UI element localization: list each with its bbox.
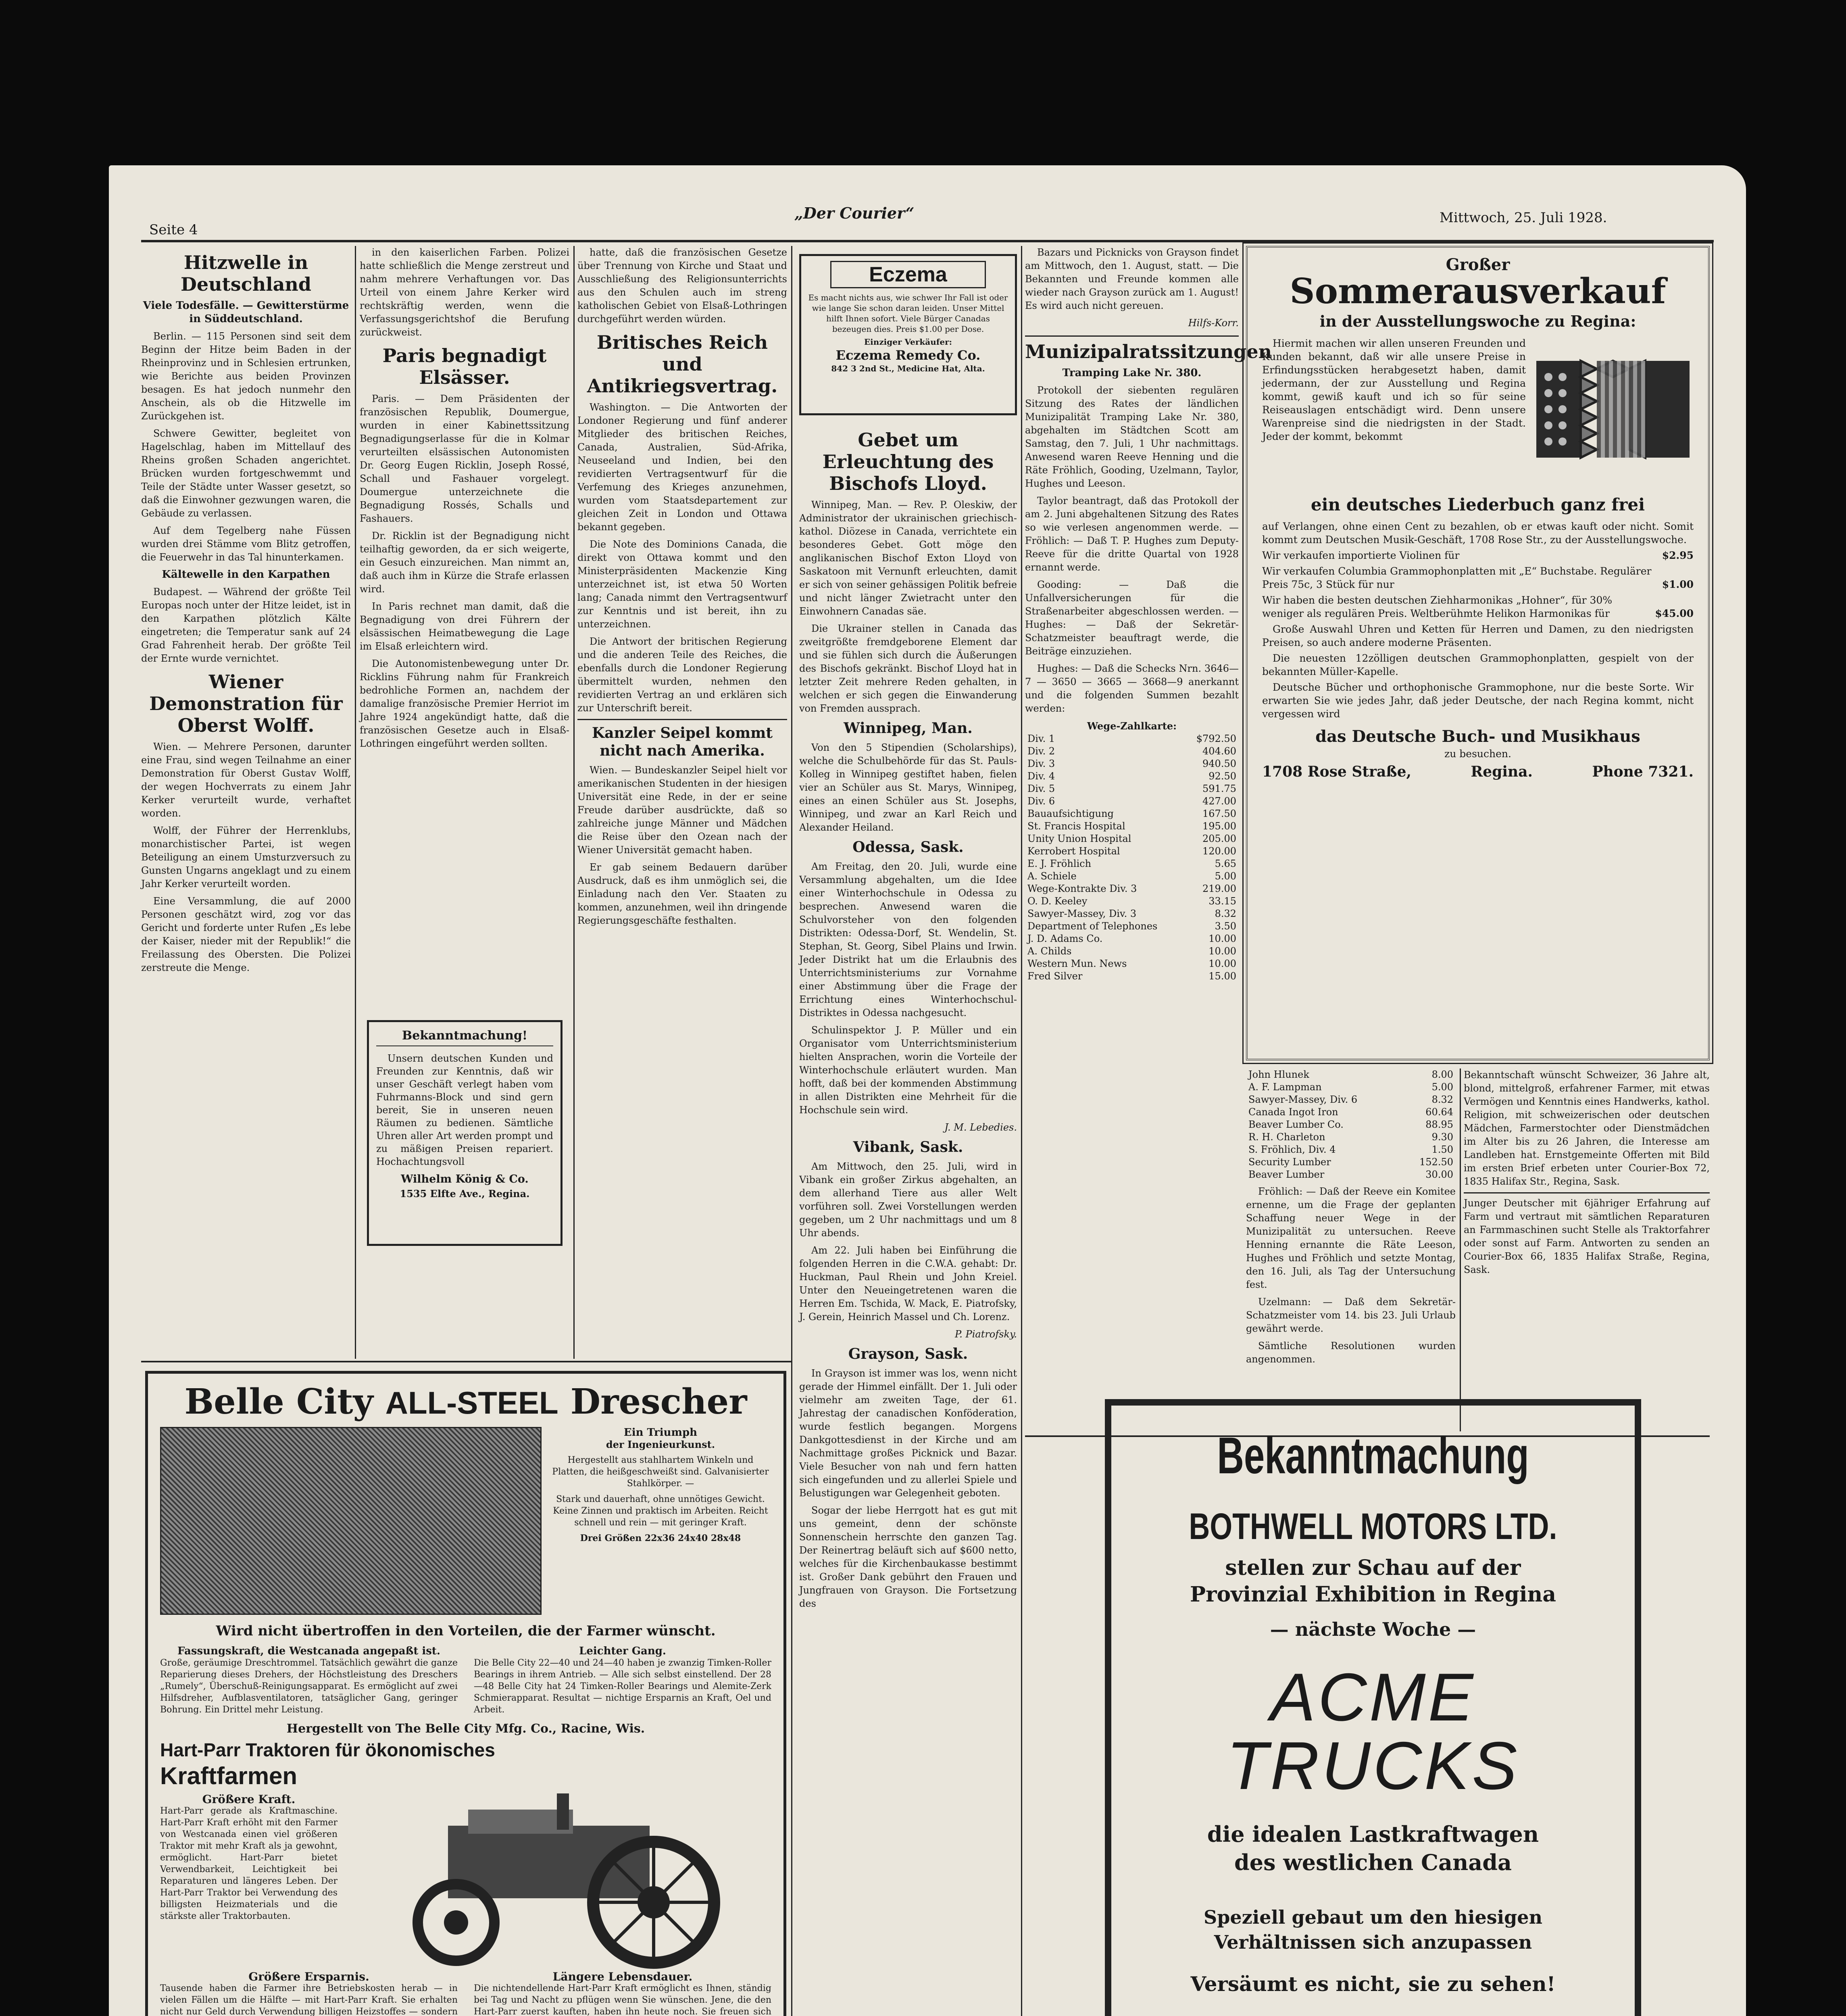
row-label: Div. 4 [1027,771,1055,782]
row-label: S. Fröhlich, Div. 4 [1248,1144,1336,1155]
table-row [1025,820,1239,833]
sale-price: $1.00 [1662,579,1694,590]
table-row [1025,770,1239,783]
sale-line: Große Auswahl Uhren und Ketten für Herren und Damen, zu den niedrigsten Preisen, so auch andere moderne Präsenten. [1262,623,1694,648]
sale-kicker: Großer [1446,255,1510,274]
paragraph: Bazars und Picknicks von Grayson findet am Mittwoch, den 1. August, statt. — Die Bekannten und Freunde kommen alle wieder nach Grayson zurück am 1. August! Es wird auch nicht gereuen. [1025,247,1239,311]
sale-line: Die neuesten 12zölligen deutschen Grammophonplatten, gespielt von der bekannten Müller-Kapelle. [1262,652,1694,677]
store-name: das Deutsche Buch- und Musikhaus [1315,727,1640,746]
hart-body: Hart-Parr gerade als Kraftmaschine. Hart-Parr Kraft erhöht mit den Farmer von Westcanada einen viel größeren Traktor mit mehr Kraft als ja gewohnt, ermöglicht. Hart-Parr bietet Verwendbarkeit, Leichtigkeit bei Reparaturen und längeres Leben. Der Hart-Parr Traktor bei Verwendung des billigsten Heizmaterials und die stärkste aller Traktorbauten. [160,1806,338,1921]
table-row [1025,858,1239,870]
row-amount: 152.50 [1419,1156,1453,1168]
row-label: A. F. Lampman [1248,1081,1322,1093]
subhead-heatwave: Viele Todesfälle. — Gewitterstürme in Süddeutschland. [143,300,349,325]
column-rule [573,246,575,1359]
headline-winnipeg: Winnipeg, Man. [844,720,973,737]
row-label: Div. 1 [1027,733,1055,744]
table-row [1025,758,1239,770]
row-label: A. Childs [1027,946,1072,957]
table-row [1025,920,1239,933]
classifieds [1464,1068,1710,1431]
headline-british-empire: Britisches Reich und Antikriegsvertrag. [587,331,778,397]
row-amount: 591.75 [1202,783,1236,794]
section-rule [141,1361,791,1362]
sale-item: Wir haben die besten deutschen Ziehharmonikas „Hohner“, für 30% weniger als regulären Preis. Weltberühmte Helikon Harmonikas für [1262,594,1613,619]
belle-triumph-2: der Ingenieurkunst. [606,1439,715,1450]
column-rule [1021,246,1022,2016]
belle-sizes: Drei Größen 22x36 24x40 28x48 [580,1533,741,1543]
sale-title: Sommerausverkauf [1290,271,1666,312]
bothwell-line: Verhältnissen sich anzupassen [1214,1931,1532,1953]
header-rule [141,240,1714,242]
table-row [1025,883,1239,895]
table-row [1025,845,1239,858]
watch-repair-ad [367,1020,563,1246]
paragraph: Uzelmann: — Daß dem Sekretär-Schatzmeister vom 14. bis 23. Juli Urlaub gewährt werde. [1246,1296,1456,1334]
paragraph: Am Mittwoch, den 25. Juli, wird in Vibank ein großer Zirkus abgehalten, an dem allerhand Tiere aus aller Welt vorführen soll. Zwei Vorstellungen werden gegeben, um 2 Uhr nachmittags und um 8 Uhr abends. [799,1161,1017,1239]
byline: Hilfs-Korr. [1188,317,1239,329]
row-label: Beaver Lumber Co. [1248,1119,1344,1130]
paragraph: Sogar der liebe Herrgott hat es gut mit uns gemeint, denn der schönste Sonnenschein herrschte den ganzen Tag. Der Reinertrag beläuft sich auf $600 netto, welches für die Kirchenbaukasse bestimmt ist. Großer Dank gebührt den Frauen und Jungfrauen von Grayson. Die Fortsetzung des [799,1505,1017,1609]
row-amount: 940.50 [1202,758,1236,769]
ad-signature: Wilhelm König & Co. [401,1173,529,1185]
paragraph: Am 22. Juli haben bei Einführung die folgenden Herren in die C.W.A. gehabt: Dr. Huckman, Paul Rhein und John Kreiel. Unter den Neueingetretenen waren die Herren Em. Tschida, W. Mack, E. Piatrofsky, J. Gerein, Heinrich Massel und Ch. Lorenz. [799,1245,1017,1322]
bothwell-line: Speziell gebaut um den hiesigen [1203,1906,1543,1928]
row-amount: 92.50 [1208,771,1236,782]
headline-vienna-demo: Wiener Demonstration für Oberst Wolff. [149,671,343,736]
table-row [1246,1168,1456,1181]
acme-brand-trucks: TRUCKS [1226,1728,1520,1804]
ad-title: Bekanntmachung! [376,1029,553,1046]
headline-bishop-lloyd: Gebet um Erleuchtung des Bischofs Lloyd. [822,429,994,494]
row-amount: 1.50 [1431,1144,1453,1155]
sale-price: $2.95 [1662,550,1694,561]
headline-odessa: Odessa, Sask. [852,839,964,856]
row-amount: 33.15 [1208,896,1236,907]
eczema-address: 842 3 2nd St., Medicine Hat, Alta. [831,364,985,373]
paragraph: Protokoll der siebenten regulären Sitzung des Rates der ländlichen Munizipalität Tramping Lake Nr. 380, abgehalten im Städtchen Scott am Samstag, den 7. Juli, 1 Uhr nachmittags. Anwesend waren Reeve Henning und die Räte Fröhlich, Gooding, Uzelmann, Taylor, Hughes und Leeson. [1025,385,1239,489]
row-label: Bauaufsichtigung [1027,808,1114,819]
paragraph: Er gab seinem Bedauern darüber Ausdruck, daß es ihm unmöglich sei, die Einladung nach den Ver. Staaten zu kommen, anzunehmen, weil ihn dringende Regierungsgeschäfte festhalten. [577,862,787,926]
table-row [1246,1118,1456,1131]
column-3 [577,246,787,1359]
bothwell-line: Provinzial Exhibition in Regina [1190,1582,1556,1607]
row-label: Div. 3 [1027,758,1055,769]
masthead: „Der Courier“ [794,204,915,222]
table-row [1025,733,1239,745]
byline: J. M. Lebedies. [944,1122,1017,1133]
belle-slogan: Wird nicht übertroffen in den Vorteilen, die der Farmer wünscht. [216,1623,716,1639]
table-row [1025,933,1239,945]
belle-title-thresher: Drescher [570,1381,747,1422]
paragraph: Fröhlich: — Daß der Reeve ein Komitee ernenne, um die Frage der geplanten Schaffung neuer Wege in der Munizipalität zu untersuchen. Reeve Henning ernannte die Räte Leeson, Hughes und Fröhlich und setzte Montag, den 16. Juli, als Tag der Untersuchung fest. [1246,1186,1456,1290]
row-amount: 88.95 [1425,1119,1453,1130]
table-row [1246,1131,1456,1143]
column-4 [799,423,1017,2016]
row-amount: 8.32 [1431,1094,1453,1105]
row-amount: 404.60 [1202,746,1236,757]
belle-city-hart-parr-ad [145,1371,786,2016]
paragraph: Hughes: — Daß die Schecks Nrn. 3646—7 — 3650 — 3665 — 3668—9 anerkannt und die folgenden Summen bezahlt werden: [1025,663,1239,714]
table-row [1246,1106,1456,1118]
hart-body: Die nichtendellende Hart-Parr Kraft ermöglicht es Ihnen, ständig bei Tag und Nacht zu pflügen wenn Sie wünschen. Jene, die den Hart-Parr zuerst kauften, haben ihn heute noch. Sie freuen sich [474,1983,771,2016]
row-amount: 30.00 [1425,1169,1453,1180]
hart-heading: Größere Kraft. [202,1793,296,1806]
paragraph: Die Antwort der britischen Regierung und die anderen Teile des Reiches, die ebenfalls durch die Londoner Regierung übermittelt wurden, nehmen den revidierten Vertrag an und erklären sich zur Unterschrift bereit. [577,636,787,714]
belle-heading: Leichter Gang. [579,1645,666,1657]
paragraph: Wolff, der Führer der Herrenklubs, monarchistischer Partei, ist wegen Beteiligung an einem Umsturzversuch zu Gunsten Ungarns angeklagt und zu einem Jahr Kerker verurteilt worden. [141,825,351,889]
page-number: Seite 4 [149,222,198,238]
eczema-distributor: Einziger Verkäufer: [864,337,952,347]
row-amount: 205.00 [1202,833,1236,844]
row-amount: 219.00 [1202,883,1236,894]
row-label: Kerrobert Hospital [1027,846,1120,857]
table-row [1025,745,1239,758]
row-amount: 15.00 [1208,971,1236,982]
row-amount: 9.30 [1431,1131,1453,1143]
row-label: St. Francis Hospital [1027,821,1125,832]
bothwell-line: stellen zur Schau auf der [1225,1556,1521,1580]
row-label: Security Lumber [1248,1156,1331,1168]
row-amount: 3.50 [1215,921,1236,932]
newspaper-page [109,165,1746,2016]
row-amount: 10.00 [1208,958,1236,969]
table-row [1025,970,1239,983]
table-row [1025,895,1239,908]
row-amount: 5.65 [1215,858,1236,869]
paragraph: Dr. Ricklin ist der Begnadigung nicht teilhaftig geworden, da er sich weigerte, ein Gesuch einzureichen. Man nimmt an, daß auch ihm in Kürze die Strafe erlassen wird. [360,530,569,595]
paragraph: Sämtliche Resolutionen wurden angenommen. [1246,1340,1456,1365]
row-amount: 167.50 [1202,808,1236,819]
eczema-ad [799,254,1017,415]
headline-vibank: Vibank, Sask. [853,1139,963,1156]
column-rule [791,246,792,2016]
column-rule [355,246,356,1359]
paragraph: Schwere Gewitter, begleitet von Hagelschlag, haben im Mittellauf des Rheins großen Schaden angerichtet. Brücken wurden fortgeschwemmt und Teile der Städte unter Wasser gesetzt, so daß die Einwohner gezwungen waren, die Gebäude zu verlassen. [141,428,351,519]
headline-seipel: Kanzler Seipel kommt nicht nach Amerika. [577,719,787,760]
row-amount: 195.00 [1202,821,1236,832]
row-label: Department of Telephones [1027,921,1158,932]
store-phone: Phone 7321. [1592,763,1694,780]
table-row [1025,833,1239,845]
paragraph: Die Ukrainer stellen in Canada das zweitgrößte fremdgeborene Element dar und sie fühlen sich durch die Äußerungen des Bischofs gekränkt. Bischof Lloyd hat in letzter Zeit mehrere Reden gehalten, in welchen er sich gegen die Einwanderung von Fremden aussprach. [799,623,1017,714]
paragraph: Eine Versammlung, die auf 2000 Personen geschätzt wird, zog vor das Gericht und forderte unter Rufen „Es lebe der Kaiser, nieder mit der Republik!“ die Freilassung des Obersten. Die Polizei zerstreute die Menge. [141,896,351,973]
headline-paris: Paris begnadigt Elsässer. [382,345,547,388]
bothwell-line: des westlichen Canada [1234,1849,1512,1875]
tractor-illustration [347,1793,771,1967]
headline-grayson: Grayson, Sask. [848,1345,968,1362]
row-label: Unity Union Hospital [1027,833,1131,844]
row-label: Wege-Kontrakte Div. 3 [1027,883,1137,894]
row-amount: 5.00 [1215,871,1236,882]
row-label: Sawyer-Massey, Div. 6 [1248,1094,1358,1105]
belle-title: Belle City [184,1381,373,1422]
sale-subtitle: in der Ausstellungswoche zu Regina: [1319,312,1636,330]
paragraph: in den kaiserlichen Farben. Polizei hatte schließlich die Menge zerstreut und nahm mehrere Verhaftungen vor. Das Urteil von einem Jahre Kerker wird rechtskräftig werden, wenn die Verfassungsgerichtshof die Berufung zurückweist. [360,247,569,338]
row-label: Canada Ingot Iron [1248,1106,1338,1118]
table-row [1025,908,1239,920]
paragraph: Von den 5 Stipendien (Scholarships), welche die Schulbehörde für das St. Pauls-Kolleg in Winnipeg gestiftet haben, fielen vier an Schüler aus St. Marys, Winnipeg, eines an einen Schüler aus St. Josephs, Winnipeg, und zwar an Karl Reich und Alexander Heiland. [799,742,1017,833]
classified-ad: Bekanntschaft wünscht Schweizer, 36 Jahre alt, blond, mittelgroß, erfahrener Farmer, mit etwas Vermögen und Kenntnis eines Handwerks, kathol. Religion, mit schweizerischen oder deutschen Mädchen, Farmerstochter oder Dienstmädchen im Alter bis zu 26 Jahren, die Interesse am Landleben hat. Ernstgemeinte Offerten mit Bild im ersten Brief erbeten unter Courier-Box 72, 1835 Halifax Str., Regina, Sask. [1464,1069,1710,1187]
column-rule [1460,1068,1461,1431]
row-label: O. D. Keeley [1027,896,1088,907]
sale-item: Wir verkaufen importierte Violinen für [1262,550,1460,561]
table-row [1246,1143,1456,1156]
row-label: John Hlunek [1248,1069,1309,1080]
belle-body: Die Belle City 22—40 und 24—40 haben je zwanzig Timken-Roller Bearings in ihrem Antrieb. — Alle sich selbst einstellend. Der 28—48 Belle City hat 24 Timken-Roller Bearings und Alemite-Zerk Schmierapparat. Resultat — nichtige Ersparnis an Kraft, Oel und Arbeit. [474,1658,771,1715]
row-label: Western Mun. News [1027,958,1127,969]
table-row [1025,808,1239,820]
paragraph: Gooding: — Daß die Unfallversicherungen für die Straßenarbeiter abgeschlossen werden. — Hughes: — Daß der Sekretär-Schatzmeister beauftragt werde, die Beiträge einzuziehen. [1025,579,1239,657]
belle-heading: Fassungskraft, die Westcanada angepaßt ist. [177,1645,440,1657]
row-amount: 427.00 [1202,796,1236,807]
page-date: Mittwoch, 25. Juli 1928. [1440,210,1607,226]
hart-heading: Längere Lebensdauer. [552,1970,693,1983]
row-amount: 8.32 [1215,908,1236,919]
headline-council: Munizipalratssitzungen [1025,335,1239,362]
row-amount: 120.00 [1202,846,1236,857]
row-label: J. D. Adams Co. [1027,933,1103,944]
row-label: Fred Silver [1027,971,1083,982]
belle-triumph: Ein Triumph [623,1427,698,1439]
summer-sale-ad [1246,246,1710,1060]
column-1 [141,246,351,1359]
belle-title-steel: ALL-STEEL [385,1385,558,1420]
row-amount: 10.00 [1208,946,1236,957]
row-amount: 10.00 [1208,933,1236,944]
table-row [1246,1081,1456,1093]
paragraph: Schulinspektor J. P. Müller und ein Organisator vom Unterrichtsministerium hielten Ansprachen, worin die Vorteile der Winterhochschule erläutert wurden. Man hofft, daß bei der kommenden Abstimmung in allen Distrikten eine Mehrheit für die Hochschule sein wird. [799,1025,1017,1116]
table-row [1246,1068,1456,1081]
hart-heading: Größere Ersparnis. [248,1970,369,1983]
eczema-company: Eczema Remedy Co. [835,348,981,363]
store-city: Regina. [1471,763,1533,780]
thresher-illustration [160,1427,542,1615]
paragraph: In Grayson ist immer was los, wenn nicht gerade der Himmel einfällt. Der 1. Juli oder vielmehr am zweiten Tage, der 61. Jahrestag der canadischen Konföderation, wurde festlich begangen. Morgens Dankgottesdienst in der Kirche und am Nachmittage großes Picknick und Bazar. Viele Besucher von nah und fern hatten sich eingefunden und zu allerlei Spiele und Belustigungen war Gelegenheit geboten. [799,1368,1017,1499]
table-heading: Wege-Zahlkarte: [1087,720,1177,732]
paragraph: Washington. — Die Antworten der Londoner Regierung und fünf anderer Mitglieder des britischen Reiches, Canada, Australien, Süd-Afrika, Neuseeland und Indien, bei den revidierten Vertragsentwurf für die Verfemung des Krieges anzunehmen, wurden vom Staatsdepartement zur gleichen Zeit in London und Ottawa bekannt gegeben. [577,402,787,533]
sale-offer: ein deutsches Liederbuch ganz frei [1311,495,1645,514]
sale-line: Deutsche Bücher und orthophonische Grammophone, nur die beste Sorte. Wir erwarten Sie wie jedes Jahr, daß jeder Deutsche, der nach Regina kommt, nicht vergessen wird [1262,681,1694,720]
bothwell-company: BOTHWELL MOTORS LTD. [1189,1506,1557,1547]
sale-visit: zu besuchen. [1444,748,1511,760]
paragraph: Wien. — Bundeskanzler Seipel hielt vor amerikanischen Studenten in der hiesigen Universität eine Rede, in der er seine Freude darüber ausdrückte, daß so zahlreiche junge Männer und Mädchen die Reise über den Ozean nach der Wiener Universität gemacht haben. [577,764,787,856]
bothwell-title: Bekanntmachung [1217,1427,1529,1485]
paragraph: In Paris rechnet man damit, daß die Begnadigung von drei Führern der elsässischen Heimatbewegung die Lage im Elsaß erleichtern wird. [360,601,569,652]
hart-parr-heading: Hart-Parr Traktoren für ökonomisches [160,1739,495,1760]
row-amount: 8.00 [1431,1069,1453,1080]
paragraph: Am Freitag, den 20. Juli, wurde eine Versammlung abgehalten, um die Idee einer Winterhochschule in Odessa zu besprechen. Anwesend waren die Schulvorsteher von den folgenden Distrikten: Odessa-Dorf, St. Wendelin, St. Stephan, St. Georg, Sibel Plains und Irwin. Jeder Distrikt hat um die Erlaubnis des Unterrichtsministeriums zur Vornahme einer Abstimmung über die Frage der Errichtung eines Winterhochschul-Distriktes in Odessa nachgesucht. [799,861,1017,1018]
belle-feature: Hergestellt aus stahlhartem Winkeln und Platten, die heißgeschweißt sind. Galvanisierter Stahlkörper. — [552,1455,769,1489]
column-6 [1246,1068,1456,1431]
paragraph: Paris. — Dem Präsidenten der französischen Republik, Doumergue, wurden in einer Kabinettssitzung Begnadigungserlasse für die in Kolmar verurteilten elsässischen Autonomisten Dr. Georg Eugen Ricklin, Joseph Rossé, Schall und Fashauer vorgelegt. Doumergue unterzeichnete die Begnadigung Rossés, Schalls und Fashauers. [360,393,569,524]
paragraph: Budapest. — Während der größte Teil Europas noch unter der Hitze leidet, ist in den Karpathen plötzlich Kälte eingetreten; die Temperatur sank auf 24 Grad Fahrenheit herab. Der größte Teil der Ernte wurde vernichtet. [141,586,351,664]
store-address: 1708 Rose Straße, [1262,763,1412,780]
belle-feature: Stark und dauerhaft, ohne unnötiges Gewicht. Keine Zinnen und praktisch im Arbeiten. Reicht schnell und rein — mit geringer Kraft. [553,1494,768,1528]
row-amount: 5.00 [1431,1081,1453,1093]
bothwell-line: die idealen Lastkraftwagen [1207,1821,1539,1847]
table-row [1025,958,1239,970]
table-row [1025,945,1239,958]
row-label: E. J. Fröhlich [1027,858,1092,869]
ad-body: Unsern deutschen Kunden und Freunden zur Kenntnis, daß wir unser Geschäft verlegt haben vom Fuhrmanns-Block und sind gern bereit, Sie in unseren neuen Räumen zu bedienen. Sämtliche Uhren aller Art werden prompt und zu mäßigen Preisen repariert. Hochachtungsvoll [376,1053,553,1167]
paragraph: Die Note des Dominions Canada, die direkt von Ottawa kommt und den Ministerpräsidenten Mackenzie King unterzeichnet ist, ist etwa 50 Worten lang; Canada nimmt den Vertragsentwurf zur Kenntnis und ist bereit, ihn zu unterzeichnen. [577,539,787,630]
subhead-carpathians: Kältewelle in den Karpathen [162,569,330,581]
sale-line: auf Verlangen, ohne einen Cent zu bezahlen, ob er etwas kauft oder nicht. Somit kommt zum Deutschen Musik-Geschäft, 1708 Rose Str., zu der Ausstellungswoche. [1262,521,1694,546]
paragraph: Wien. — Mehrere Personen, darunter eine Frau, sind wegen Teilnahme an einer Demonstration für Oberst Gustav Wolff, der wegen Hochverrats zu einem Jahr Kerker verurteilt wurde, verhaftet worden. [141,741,351,819]
row-label: Sawyer-Massey, Div. 3 [1027,908,1137,919]
row-label: Div. 5 [1027,783,1055,794]
row-label: R. H. Charleton [1248,1131,1325,1143]
headline-heatwave: Hitzwelle in Deutschland [180,252,312,295]
byline: P. Piatrofsky. [955,1329,1017,1340]
sale-price: $45.00 [1655,608,1694,619]
table-row [1025,795,1239,808]
table-row [1025,870,1239,883]
hart-body: Tausende haben die Farmer ihre Betriebskosten herab — in vielen Fällen um die Hälfte — mit Hart-Parr Kraft. Sie erhalten nicht nur Geld durch Verwendung billigen Heizstoffes — sondern [160,1983,458,2016]
row-label: Div. 6 [1027,796,1055,807]
belle-maker: Hergestellt von The Belle City Mfg. Co., Racine, Wis. [286,1722,645,1736]
bothwell-motors-ad [1105,1399,1641,2016]
paragraph: Taylor beantragt, daß das Protokoll der am 2. Juni abgehaltenen Sitzung des Rates so wie verlesen angenommen werde. — Fröhlich: — Daß T. P. Hughes zum Deputy-Reeve für die dritte Quartal von 1928 ernannt werde. [1025,495,1239,573]
table-row [1246,1156,1456,1168]
acme-brand: ACME [1270,1659,1476,1735]
bothwell-line: Versäumt es nicht, sie zu sehen! [1190,1972,1556,1996]
sale-intro: Hiermit machen wir allen unseren Freunden und Kunden bekannt, daß wir alle unsere Preise in Erfindungsstücken herabgesetzt haben, damit jedermann, der zur Ausstellung und Regina kommt, gewiß kauft und ich so für seine Reiseauslagen entschädigt wird. Denn unsere Warenpreise sind die niedrigsten in der Stadt. Jeder der kommt, bekommt [1262,337,1526,442]
row-amount: 60.64 [1425,1106,1453,1118]
eczema-body: Es macht nichts aus, wie schwer Ihr Fall ist oder wie lange Sie schon daran leiden. Unser Mittel hilft Ihnen sofort. Viele Bürger Canadas bezeugen dies. Preis $1.00 per Dose. [808,293,1008,334]
column-5 [1025,246,1272,1431]
paragraph: Berlin. — 115 Personen sind seit dem Beginn der Hitze beim Baden in der Rheinprovinz und in Schlesien ertrunken, wie Berichte aus beiden Provinzen besagen. Es hat jedoch nunmehr den Anschein, als ob die Hitzwelle im Zurückgehen ist. [141,331,351,422]
paragraph: Auf dem Tegelberg nahe Füssen wurden drei Stämme vom Blitz getroffen, die Feuerwehr in das Tal hinunterkamen. [141,525,351,563]
payment-table-1 [1025,733,1239,983]
classified-ad: Junger Deutscher mit 6jähriger Erfahrung auf Farm und vertraut mit sämtlichen Reparaturen an Farmmaschinen sucht Stelle als Traktorfahrer oder sonst auf Farm. Antworten zu senden an Courier-Box 66, 1835 Halifax Straße, Regina, Sask. [1464,1198,1710,1275]
row-amount: $792.50 [1196,733,1236,744]
payment-table-2 [1246,1068,1456,1181]
sale-item: Wir verkaufen Columbia Grammophonplatten mit „E“ Buchstabe. Regulärer Preis 75c, 3 Stück für nur [1262,565,1652,590]
hart-parr-heading-2: Kraftfarmen [160,1762,298,1789]
accordion-illustration [1532,337,1694,490]
table-row [1246,1093,1456,1106]
paragraph: Die Autonomistenbewegung unter Dr. Ricklins Führung nahm für Frankreich bedrohliche Formen an, nachdem der damalige französische Premier Herriot im Jahre 1924 angekündigt hatte, daß die französischen Gesetze auch in Elsaß-Lothringen eingeführt werden sollten. [360,658,569,749]
belle-body: Große, geräumige Dreschtrommel. Tatsächlich gewährt die ganze Reparierung dieses Drehers, der Höchstleistung des Dreschers „Rumely“, Überschuß-Reinigungsapparat. Es ermöglicht auf zwei Hilfsdreher, Aufblasventilatoren, tatsäglicher Gang, geringer Bohrung. Ein Drittel mehr Leistung. [160,1658,458,1715]
ad-address: 1535 Elfte Ave., Regina. [400,1188,530,1200]
row-label: Beaver Lumber [1248,1169,1325,1180]
subhead-tramping-lake: Tramping Lake Nr. 380. [1062,367,1202,379]
row-label: A. Schiele [1027,871,1077,882]
eczema-title: Eczema [830,261,986,288]
paragraph: Winnipeg, Man. — Rev. P. Oleskiw, der Administrator der ukrainischen griechisch-kathol. Diözese in Canada, verrichtete ein besonderes Gebet. Gott möge den anglikanischen Bischof Exton Lloyd von Saskatoon mit Vernunft erleuchten, damit er sich von seiner gehässigen Politik befreie und nicht länger Zwietracht unter den Einwohnern Canadas säe. [799,499,1017,617]
row-label: Div. 2 [1027,746,1055,757]
bothwell-line: — nächste Woche — [1270,1618,1476,1640]
table-row [1025,783,1239,795]
paragraph: hatte, daß die französischen Gesetze über Trennung von Kirche und Staat und Ausschließung des Religionsunterrichts aus den Schulen auch im streng katholischen Gebiet von Elsaß-Lothringen durchgeführt werden würden. [577,247,787,325]
